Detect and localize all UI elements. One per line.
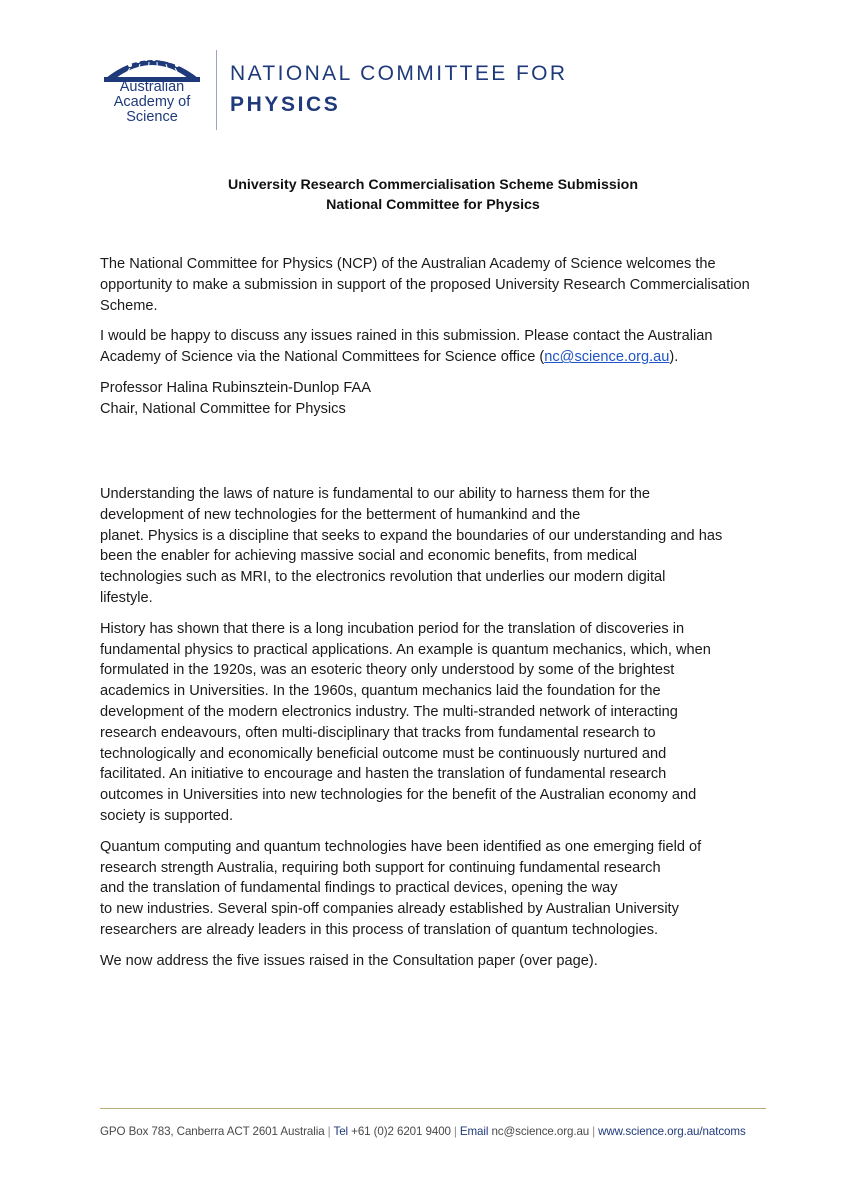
text-line: fundamental physics to practical applications. An example is quantum mechanics, which, when [100, 641, 711, 658]
logo-line: Academy of [113, 94, 191, 110]
text-line: formulated in the 1920s, was an esoteric theory only understood by some of the brightest [100, 662, 675, 679]
text-line: lifestyle. [100, 589, 153, 606]
text-line: development of the modern electronics industry. The multi-stranded network of interacting [100, 703, 678, 720]
text-line: development of new technologies for the betterment of humankind and the [100, 506, 581, 523]
body-paragraph-4: We now address the five issues raised in the Consultation paper (over page). [100, 952, 598, 969]
footer-email-label: Email [459, 1125, 489, 1138]
text-line: academics in Universities. In the 1960s, quantum mechanics laid the foundation for the [100, 683, 661, 700]
contact-text: I would be happy to discuss any issues rained in this submission. Please contact the Australian Academy of Science via the National Committees for Science office ( [100, 328, 713, 366]
footer-address: GPO Box 783, Canberra ACT 2601 Australia [100, 1125, 325, 1138]
text-line: research strength Australia, requiring both support for continuing fundamental research [100, 859, 661, 876]
text-line: technologies such as MRI, to the electronics revolution that underlies our modern digital [100, 569, 666, 586]
footer [100, 1125, 780, 1138]
main-section [100, 484, 768, 972]
text-line: society is supported. [100, 807, 234, 824]
text-line: research endeavours, often multi-disciplinary that tracks from fundamental research to [100, 724, 656, 741]
body-paragraph-1 [100, 484, 768, 609]
committee-name [230, 62, 567, 117]
footer-tel-label: Tel [333, 1125, 349, 1138]
contact-paragraph [100, 326, 768, 368]
intro-paragraph: The National Committee for Physics (NCP) of the Australian Academy of Science welcomes the opportunity to make a submission in support of the proposed University Research Commercialisation Scheme. [100, 256, 750, 314]
footer-tel-value: +61 (0)2 6201 9400 [351, 1125, 451, 1138]
text-line: researchers are already leaders in this process of translation of quantum technologies. [100, 921, 659, 938]
footer-email-value: nc@science.org.au [491, 1125, 590, 1138]
text-line: facilitated. An initiative to encourage and hasten the translation of fundamental research [100, 766, 667, 783]
footer-website: www.science.org.au/natcoms [598, 1125, 746, 1138]
document-title [100, 175, 766, 215]
title-line-2: National Committee for Physics [326, 197, 540, 213]
title-line-1: University Research Commercialisation Scheme Submission [227, 177, 639, 193]
text-line: been the enabler for achieving massive social and economic benefits, from medical [100, 548, 638, 565]
body-paragraph-3 [100, 837, 768, 941]
committee-line-2: PHYSICS [230, 93, 341, 116]
intro-section [100, 254, 768, 420]
text-line: and the translation of fundamental findings to practical devices, opening the way [100, 880, 618, 897]
text-line: outcomes in Universities into new technologies for the benefit of the Australian economy and [100, 787, 697, 804]
text-line: to new industries. Several spin-off companies already established by Australian University [100, 901, 679, 918]
letterhead [100, 48, 700, 138]
footer-divider [100, 1108, 766, 1109]
committee-line-1: NATIONAL COMMITTEE FOR [230, 62, 568, 85]
text-line: technologically and economically beneficial outcome must be continuously nurtured and [100, 745, 667, 762]
footer-separator: | [453, 1125, 457, 1138]
footer-separator: | [592, 1125, 596, 1138]
contact-text-end: ). [669, 349, 679, 366]
signature-name: Professor Halina Rubinsztein-Dunlop FAA [100, 379, 371, 396]
academy-logo-text [100, 80, 204, 125]
text-line: Quantum computing and quantum technologies have been identified as one emerging field of [100, 838, 702, 855]
logo-line: Australian [119, 79, 185, 95]
email-link[interactable]: nc@science.org.au [544, 349, 670, 366]
text-line: planet. Physics is a discipline that seeks to expand the boundaries of our understanding and has [100, 527, 723, 544]
body-paragraph-2 [100, 619, 768, 827]
signature-title: Chair, National Committee for Physics [100, 400, 346, 417]
logo-divider [216, 50, 217, 130]
signature-block [100, 378, 768, 420]
footer-separator: | [327, 1125, 331, 1138]
text-line: History has shown that there is a long incubation period for the translation of discoveries in [100, 620, 685, 637]
logo-line: Science [126, 109, 178, 125]
text-line: Understanding the laws of nature is fundamental to our ability to harness them for the [100, 486, 651, 502]
